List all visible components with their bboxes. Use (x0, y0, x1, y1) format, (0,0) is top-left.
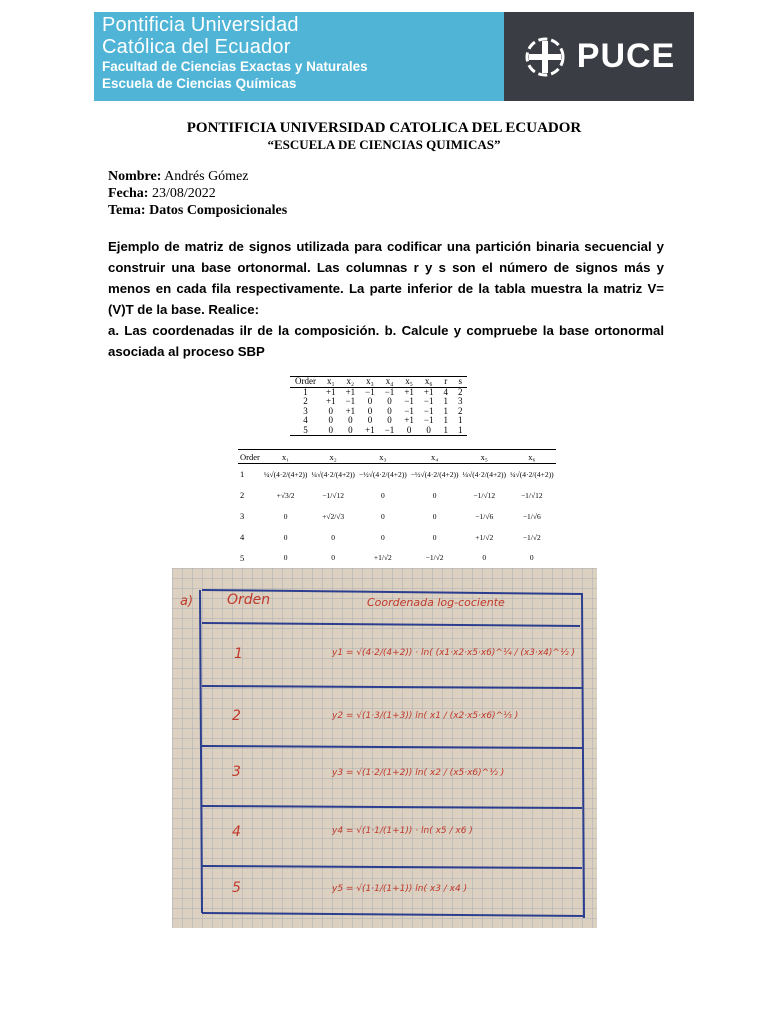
basis-table-cell: ¼√(4·2/(4+2)) (462, 469, 507, 479)
sign-table-cell: 2 (303, 396, 308, 406)
basis-table-cell: 0 (432, 490, 437, 500)
banner-line-1: Pontificia Universidad (102, 14, 299, 36)
handwritten-col-coord: Coordenada log-cociente (367, 596, 505, 609)
sign-table-cell: 0 (387, 405, 392, 416)
sign-table-cell: 1 (443, 396, 448, 406)
sign-table-cell: +1 (345, 386, 356, 397)
basis-table-cell: 0 (482, 553, 487, 563)
sign-table-cell: +1 (365, 424, 375, 435)
puce-emblem-icon (523, 35, 567, 79)
basis-header-x1: x₁ (281, 451, 290, 462)
basis-table-cell: −½√(4·2/(4+2)) (358, 469, 407, 479)
basis-header-x5: x₅ (480, 451, 488, 462)
topic-line (108, 202, 287, 219)
sign-table-cell: 1 (443, 415, 448, 425)
handwritten-row-order: 3 (232, 764, 241, 780)
basis-header-order: Order (240, 451, 260, 462)
instructions-paragraph-2: a. Las coordenadas ilr de la composición. b. Calcule y compruebe la base ortonormal asociada al proceso SBP (108, 323, 664, 359)
sign-table-cell: 0 (348, 424, 353, 435)
sign-table-cell: −1 (384, 386, 395, 397)
basis-table-cell: −1/√2 (522, 532, 541, 542)
basis-table-cell: −1/√6 (475, 511, 494, 521)
sign-table-row (290, 426, 467, 436)
sign-table-row (290, 397, 467, 407)
basis-table-cell: 0 (380, 532, 385, 542)
puce-logo-block (504, 12, 694, 101)
sign-table-header-row (290, 377, 467, 388)
banner-line-3: Facultad de Ciencias Exactas y Naturales (102, 59, 368, 74)
sign-table-cell: 4 (443, 386, 448, 397)
basis-table-cell: −1/√12 (520, 490, 543, 500)
handwritten-row-formula: y3 = √(1·2/(1+2)) ln( x2 / (x5·x6)^½ ) (332, 768, 505, 778)
basis-table-cell: 0 (331, 553, 336, 563)
basis-table-cell: ¼√(4·2/(4+2)) (510, 469, 554, 479)
sign-table-cell: −1 (404, 405, 414, 416)
basis-table-cell: 0 (432, 511, 437, 521)
orthonormal-basis-table (238, 449, 556, 569)
sign-table-cell: 0 (367, 396, 373, 406)
basis-table-cell: 0 (380, 511, 385, 521)
puce-logo-text: PUCE (576, 37, 676, 75)
handwritten-row-formula: y2 = √(1·3/(1+3)) ln( x1 / (x2·x5·x6)^⅓ ) (332, 711, 519, 721)
basis-table-cell: ¼√(4·2/(4+2)) (263, 469, 308, 479)
sign-table-cell: 0 (426, 424, 431, 435)
sign-header-x4: x₄ (385, 376, 394, 386)
basis-table-cell: 0 (529, 553, 534, 563)
basis-table-cell: 0 (380, 490, 385, 500)
basis-header-x2: x₂ (329, 451, 337, 462)
basis-header-x6: x₆ (528, 451, 536, 462)
sign-table-cell: 4 (303, 415, 308, 425)
basis-table-cell: 0 (331, 532, 336, 542)
basis-table-cell: +1/√2 (475, 532, 494, 542)
sign-table-cell: 0 (328, 415, 334, 425)
date-value: 23/08/2022 (151, 186, 216, 201)
instructions-paragraph-1: Ejemplo de matriz de signos utilizada para codificar una partición binaria secuencial y construir una base ortonormal. Las columnas r y s son el número de signos más y menos en cada fila respectivamente. La parte inferior de la tabla muestra la matriz V=(V)T de la base. Realice: (108, 239, 664, 317)
handwritten-label-a: a) (180, 594, 194, 609)
basis-table-cell: −1/√12 (322, 490, 344, 500)
sign-table-cell: +1 (404, 386, 414, 397)
sign-table-cell: 0 (367, 405, 373, 416)
handwritten-row-formula: y1 = √(4·2/(4+2)) · ln( (x1·x2·x5·x6)^¼ / (x3·x4)^½ ) (332, 648, 576, 658)
handwritten-row-order: 4 (232, 824, 241, 840)
basis-table-row (238, 527, 556, 548)
name-value: Andrés Gómez (164, 169, 249, 184)
sign-table-cell: 0 (387, 396, 392, 406)
sign-table-cell: 1 (443, 405, 448, 416)
handwritten-table-lines (172, 568, 597, 928)
instructions (108, 236, 664, 362)
handwritten-row-order: 5 (232, 880, 241, 896)
sign-table-cell: 0 (367, 415, 373, 425)
sign-header-x1: x₁ (326, 376, 335, 386)
sign-header-x2: x₂ (346, 376, 355, 386)
sign-table-row (290, 416, 467, 426)
sign-table-cell: −1 (423, 415, 434, 425)
basis-table-cell: −1/√12 (473, 490, 496, 500)
sign-table-cell: 5 (303, 424, 308, 435)
sign-table-cell: 0 (406, 424, 412, 435)
basis-table-cell: ¼√(4·2/(4+2)) (311, 469, 355, 479)
sign-table-cell: 0 (328, 405, 334, 416)
sign-table-cell: −1 (345, 396, 356, 406)
sign-table-cell: +1 (423, 386, 434, 397)
basis-table-cell: +√2/√3 (322, 511, 345, 521)
date-label: Fecha: (108, 186, 149, 201)
sign-table-cell: −1 (365, 386, 375, 397)
sign-table-cell: +1 (404, 415, 414, 425)
basis-table-cell: 5 (240, 552, 245, 563)
name-label: Nombre: (108, 169, 162, 184)
sign-header-r: r (444, 376, 448, 386)
banner-line-2: Católica del Ecuador (102, 36, 291, 58)
sign-table-cell: −1 (423, 405, 434, 416)
basis-table-row (238, 506, 556, 527)
sign-table-cell: 0 (387, 415, 392, 425)
basis-table-cell: 0 (283, 553, 288, 563)
sign-table-cell: −1 (404, 396, 414, 406)
handwritten-row-formula: y4 = √(1·1/(1+1)) · ln( x5 / x6 ) (332, 826, 473, 836)
sign-table-cell: 1 (443, 424, 448, 435)
handwritten-row-order: 1 (234, 646, 243, 662)
header-banner (94, 12, 694, 101)
handwritten-col-order: Orden (227, 592, 271, 608)
name-line (108, 168, 249, 185)
sign-header-order: Order (295, 376, 316, 386)
sign-table-row (290, 407, 467, 417)
handwritten-notes-photo (172, 568, 597, 928)
sign-header-x5: x₅ (405, 376, 413, 386)
basis-table-cell: +1/√2 (373, 553, 392, 563)
sign-header-x3: x₃ (366, 376, 374, 386)
basis-table-row (238, 548, 556, 569)
sign-table-cell: 3 (457, 396, 463, 406)
basis-table-cell: +√3/2 (276, 490, 295, 500)
university-title: PONTIFICIA UNIVERSIDAD CATOLICA DEL ECUADOR (186, 120, 582, 136)
basis-table-cell: −1/√6 (522, 511, 541, 521)
sign-table-cell: 0 (328, 424, 334, 435)
handwritten-row-formula: y5 = √(1·1/(1+1)) ln( x3 / x4 ) (332, 884, 468, 894)
basis-table-row (238, 464, 556, 485)
sign-table-cell: 0 (348, 415, 353, 425)
sign-table-cell: +1 (326, 396, 336, 406)
sign-table-cell: +1 (345, 405, 356, 416)
basis-table-cell: 1 (240, 469, 245, 480)
date-line (108, 185, 216, 202)
sign-table-cell: 3 (303, 405, 308, 416)
university-banner-text (94, 12, 504, 101)
sign-table-cell: 1 (303, 386, 308, 397)
basis-header-x4: x₄ (430, 451, 439, 462)
sign-table-cell: −1 (384, 424, 395, 435)
banner-line-4: Escuela de Ciencias Químicas (102, 76, 297, 91)
sign-table-cell: 1 (457, 415, 463, 425)
handwritten-row-order: 2 (232, 708, 241, 724)
basis-header-x3: x₃ (379, 451, 387, 462)
sign-table-cell: +1 (326, 386, 336, 397)
topic-value: Datos Composicionales (149, 203, 288, 218)
sign-table-cell: 2 (457, 386, 463, 397)
sign-header-x6: x₆ (424, 376, 433, 386)
basis-table-cell: 0 (432, 532, 437, 542)
topic-label: Tema: (108, 203, 146, 218)
basis-table-cell: 2 (240, 490, 245, 500)
basis-table-cell: −1/√2 (425, 553, 444, 563)
basis-table-cell: −½√(4·2/(4+2)) (410, 469, 459, 479)
sign-matrix-table (290, 376, 467, 436)
basis-table-cell: 0 (283, 532, 288, 542)
basis-table-row (238, 485, 556, 506)
basis-table-cell: 0 (283, 511, 288, 521)
sign-table-cell: 1 (457, 424, 463, 435)
sign-table-cell: 2 (457, 405, 463, 416)
basis-table-header-row (238, 450, 556, 464)
basis-table-cell: 4 (240, 532, 245, 542)
basis-table-cell: 3 (240, 511, 245, 521)
sign-header-s: s (458, 376, 462, 386)
sign-table-cell: −1 (423, 396, 434, 406)
sign-table-row (290, 387, 467, 397)
school-title: “ESCUELA DE CIENCIAS QUIMICAS” (267, 137, 501, 152)
